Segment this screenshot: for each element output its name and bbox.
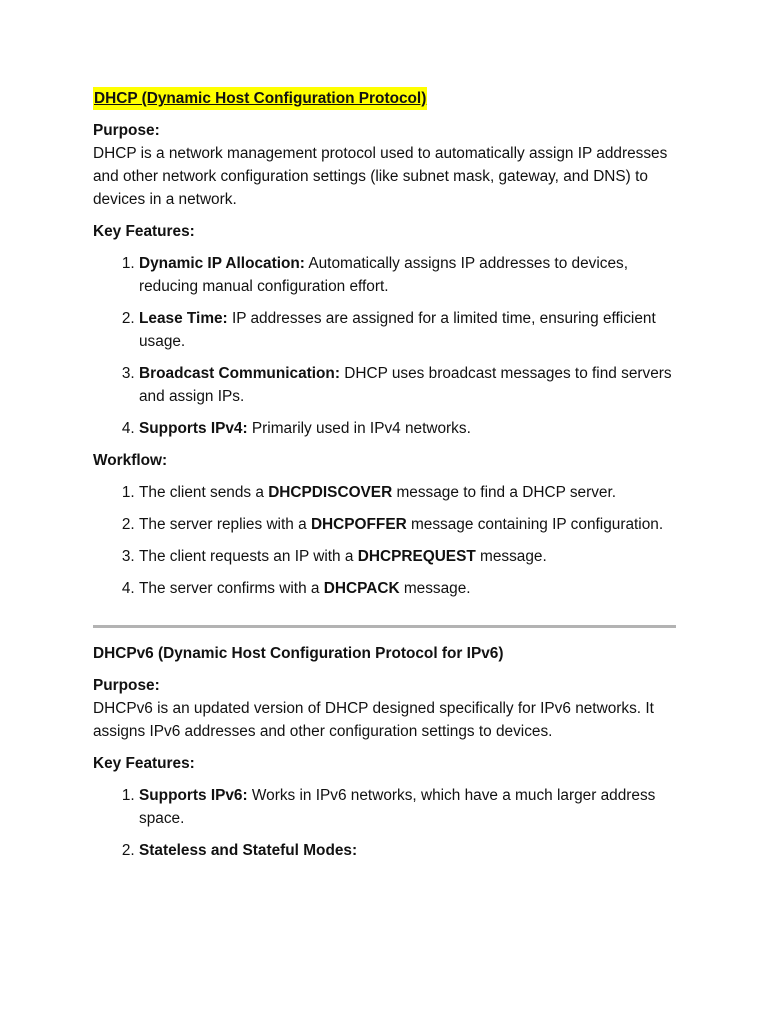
dhcp-purpose-text: DHCP is a network management protocol used to automatically assign IP addresses and other network configuration settings (like subnet mask, gateway, and DNS) to devices in a network. xyxy=(93,145,668,208)
feature-label: Lease Time: xyxy=(139,310,228,327)
message-name: DHCPREQUEST xyxy=(357,548,476,565)
feature-text: Works in IPv6 networks, which have a much larger address space. xyxy=(139,787,656,827)
feature-label: Stateless and Stateful Modes: xyxy=(139,842,358,859)
list-item xyxy=(139,839,683,862)
list-item xyxy=(139,362,683,408)
step-text: The client sends a xyxy=(139,484,269,501)
dhcpv6-purpose-text: DHCPv6 is an updated version of DHCP designed specifically for IPv6 networks. It assigns IPv6 addresses and other configuration settings to devices. xyxy=(93,700,654,740)
list-item xyxy=(139,417,683,440)
message-name: DHCPDISCOVER xyxy=(268,484,393,501)
list-item xyxy=(139,784,683,830)
list-item xyxy=(139,307,683,353)
step-text: message containing IP configuration. xyxy=(406,516,664,533)
document-content xyxy=(93,87,683,871)
step-text: message. xyxy=(475,548,547,565)
feature-text: IP addresses are assigned for a limited time, ensuring efficient usage. xyxy=(139,310,656,350)
list-item xyxy=(139,252,683,298)
dhcp-workflow-heading: Workflow: xyxy=(93,452,168,469)
feature-text: DHCP uses broadcast messages to find servers and assign IPs. xyxy=(139,365,672,405)
list-item xyxy=(139,545,683,568)
feature-label: Supports IPv4: xyxy=(139,420,248,437)
dhcpv6-title: DHCPv6 (Dynamic Host Configuration Protocol for IPv6) xyxy=(93,645,504,662)
dhcpv6-features-list xyxy=(93,784,683,862)
step-text: message. xyxy=(399,580,471,597)
feature-text: Primarily used in IPv4 networks. xyxy=(247,420,471,437)
dhcpv6-purpose-heading: Purpose: xyxy=(93,677,160,694)
step-text: The server replies with a xyxy=(139,516,311,533)
dhcp-purpose-heading: Purpose: xyxy=(93,122,160,139)
list-item xyxy=(139,513,683,536)
step-text: The server confirms with a xyxy=(139,580,324,597)
step-text: message to find a DHCP server. xyxy=(392,484,617,501)
message-name: DHCPACK xyxy=(323,580,400,597)
dhcp-features-list xyxy=(93,252,683,440)
feature-label: Supports IPv6: xyxy=(139,787,248,804)
message-name: DHCPOFFER xyxy=(310,516,407,533)
feature-label: Dynamic IP Allocation: xyxy=(139,255,305,272)
list-item xyxy=(139,577,683,600)
section-divider xyxy=(93,625,676,628)
dhcp-title: DHCP (Dynamic Host Configuration Protocol) xyxy=(93,87,427,110)
feature-label: Broadcast Communication: xyxy=(139,365,340,382)
dhcp-features-heading: Key Features: xyxy=(93,223,195,240)
feature-text: Automatically assigns IP addresses to devices, reducing manual configuration effort. xyxy=(139,255,629,295)
list-item xyxy=(139,481,683,504)
dhcp-workflow-list xyxy=(93,481,683,600)
step-text: The client requests an IP with a xyxy=(139,548,358,565)
dhcpv6-features-heading: Key Features: xyxy=(93,755,195,772)
